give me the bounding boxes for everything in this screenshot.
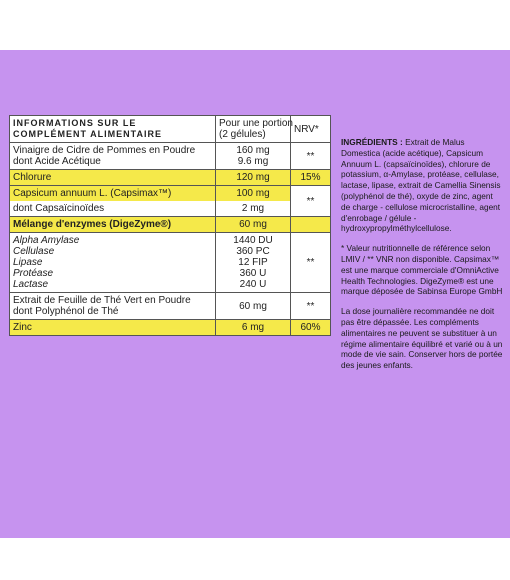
ingredient-amount: 100 mg (216, 186, 290, 201)
ingredient-nrv: ** (291, 186, 331, 217)
ingredient-amount: 360 PC (236, 246, 270, 257)
ingredient-nrv: 60% (291, 320, 331, 336)
ingredient-nrv: 15% (291, 170, 331, 186)
ingredient-amount: 60 mg (216, 217, 291, 233)
ingredient-name: dont Capsaïcinoïdes (13, 203, 105, 214)
ingredient-nrv: ** (291, 143, 331, 170)
table-row (10, 233, 331, 293)
ingredient-amount: 240 U (239, 279, 267, 290)
ingredient-name: Lipase (13, 257, 43, 268)
ingredient-name: Chlorure (10, 170, 216, 186)
reference-note: * Valeur nutritionnelle de référence selon LMIV / ** VNR non disponible. Capsimax™ est une marque commerciale d'OmniActive Health Technologies. DigeZyme® est une marque déposée de Sabinsa Europe GmbH (341, 243, 503, 297)
ingredient-name: Zinc (10, 320, 216, 336)
ingredient-name: Extrait de Feuille de Thé Vert en Poudre (13, 295, 191, 306)
header-portion: Pour une portion (2 gélules) (216, 116, 291, 143)
ingredient-name: dont Polyphénol de Thé (13, 306, 119, 317)
ingredient-amount: 60 mg (216, 293, 291, 320)
ingredient-name: Alpha Amylase (13, 235, 80, 246)
table-header-row (10, 116, 331, 143)
ingredient-name: Vinaigre de Cidre de Pommes en Poudre (13, 145, 196, 156)
ingredient-name: Capsicum annuum L. (Capsimax™) (10, 186, 215, 201)
table-row (10, 293, 331, 320)
ingredient-amount: 12 FIP (238, 257, 268, 268)
dosage-warning: La dose journalière recommandée ne doit pas être dépassée. Les compléments alimentaires ne peuvent se substituer à un régime alimentaire équilibré et varié ou à un mode de vie sain. Conserver hors de portée des jeunes enfants. (341, 306, 503, 371)
table-row (10, 143, 331, 170)
ingredient-nrv: ** (291, 293, 331, 320)
ingredient-amount: 2 mg (241, 203, 265, 214)
ingredient-name: Lactase (13, 279, 49, 290)
ingredient-amount: 120 mg (216, 170, 291, 186)
ingredient-amount: 360 U (239, 268, 267, 279)
ingredient-nrv: ** (291, 233, 331, 293)
ingredients-paragraph (341, 137, 503, 234)
nutrition-table (9, 115, 331, 336)
ingredient-name: Protéase (13, 268, 54, 279)
ingredient-name: Cellulase (13, 246, 55, 257)
ingredients-label: INGRÉDIENTS : (341, 137, 403, 147)
ingredient-amount: 9.6 mg (237, 156, 269, 167)
header-nrv: NRV* (291, 116, 331, 143)
table-row (10, 320, 331, 336)
ingredient-amount: 1440 DU (233, 235, 273, 246)
table-row (10, 186, 331, 217)
side-text (341, 137, 503, 380)
table-row (10, 170, 331, 186)
ingredient-nrv (291, 217, 331, 233)
header-supplement-info: INFORMATIONS SUR LE COMPLÉMENT ALIMENTAIRE (10, 116, 216, 143)
ingredients-text: Extrait de Malus Domestica (acide acétique), Capsicum Annuum L. (capsaïcinoïdes), chlorure de potassium, α-Amylase, protéase, cellulase, lactase, lipase, extrait de Camellia Sinensis (polyphénol de thé), oxyde de zinc, agent de charge - cellulose microcristalline, agent d'enrobage / gélule - hydroxypropylméthylcellulose. (341, 137, 501, 234)
ingredient-name: dont Acide Acétique (13, 156, 101, 167)
table-row (10, 217, 331, 233)
ingredient-name: Mélange d'enzymes (DigeZyme®) (10, 217, 216, 233)
ingredient-amount: 160 mg (236, 145, 270, 156)
ingredient-amount: 6 mg (216, 320, 291, 336)
